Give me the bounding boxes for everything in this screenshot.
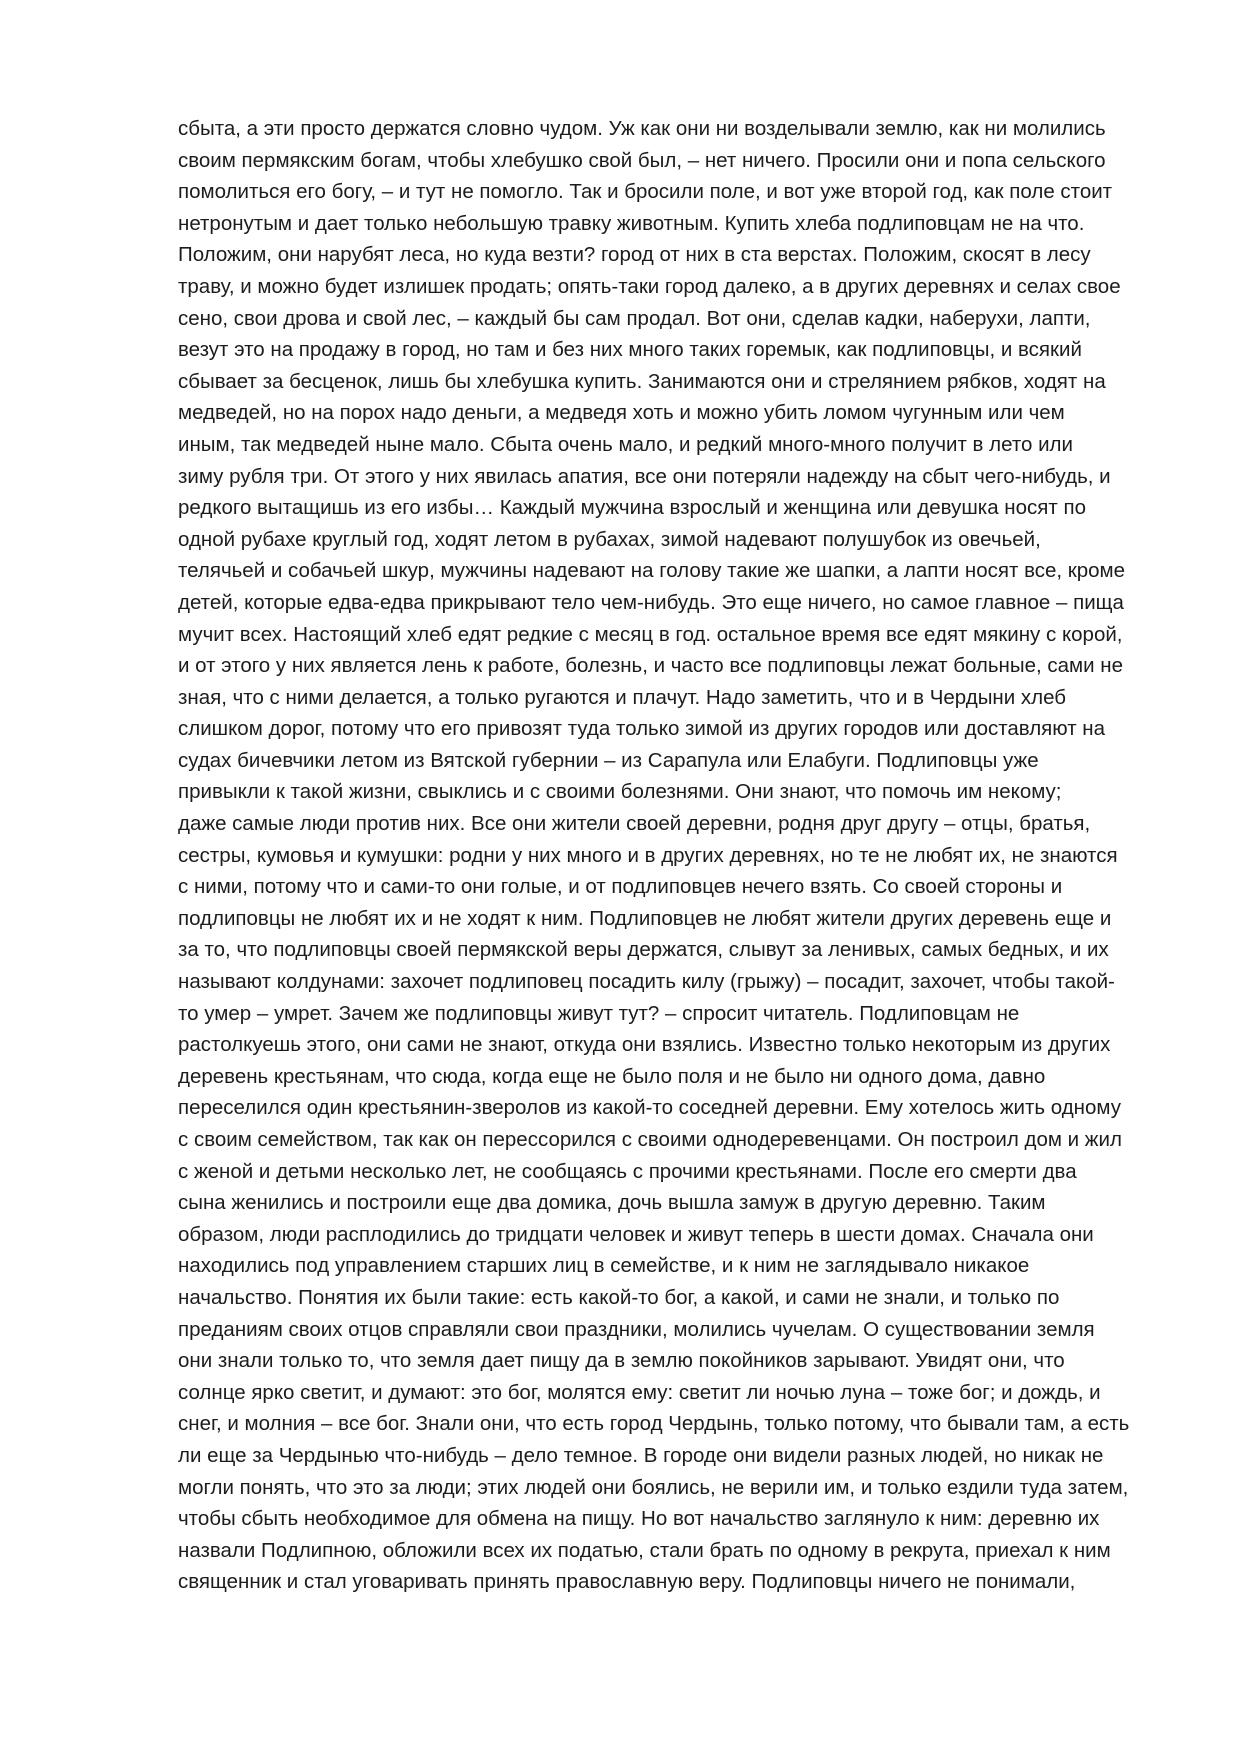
text-line: судах бичевчики летом из Вятской губернии – из Сарапула или Елабуги. Подлиповцы уже	[178, 748, 1039, 772]
text-line: траву, и можно будет излишек продать; опять-таки город далеко, а в других деревнях и селах свое	[178, 274, 1121, 298]
text-line: редкого вытащишь из его избы… Каждый мужчина взрослый и женщина или девушка носят по	[178, 496, 1086, 520]
text-line: назвали Подлипною, обложили всех их податью, стали брать по одному в рекрута, приехал к ним	[178, 1538, 1111, 1562]
text-line: привыкли к такой жизни, свыклись и с своими болезнями. Они знают, что помочь им некому;	[178, 780, 1062, 804]
text-line: сено, свои дрова и свой лес, – каждый бы сам продал. Вот они, сделав кадки, наберухи, лапти,	[178, 306, 1091, 330]
text-line: сбывает за бесценок, лишь бы хлебушка купить. Занимаются они и стрелянием рябков, ходят на	[178, 369, 1106, 393]
text-line: образом, люди расплодились до тридцати человек и живут теперь в шести домах. Сначала они	[178, 1222, 1094, 1246]
text-line: детей, которые едва-едва прикрывают тело чем-нибудь. Это еще ничего, но самое главное – пища	[178, 590, 1124, 614]
text-line: своим пермякским богам, чтобы хлебушко свой был, – нет ничего. Просили они и попа сельского	[178, 148, 1106, 172]
text-line: с ними, потому что и сами-то они голые, и от подлиповцев нечего взять. Со своей стороны и	[178, 875, 1063, 899]
text-line: везут это на продажу в город, но там и без них много таких горемык, как подлиповцы, и всякий	[178, 338, 1082, 362]
text-line: Положим, они нарубят леса, но куда везти? город от них в ста верстах. Положим, скосят в лесу	[178, 243, 1091, 267]
text-line: медведей, но на порох надо деньги, а медведя хоть и можно убить ломом чугунным или чем	[178, 401, 1065, 425]
text-line: нетронутым и дает только небольшую травку животным. Купить хлеба подлиповцам не на что.	[178, 211, 1085, 235]
text-line: чтобы сбыть необходимое для обмена на пищу. Но вот начальство заглянуло к ним: деревню их	[178, 1507, 1100, 1531]
text-line: преданиям своих отцов справляли свои праздники, молились чучелам. О существовании земля	[178, 1317, 1095, 1341]
text-line: священник и стал уговаривать принять православную веру. Подлиповцы ничего не понимали,	[178, 1570, 1076, 1594]
text-line: подлиповцы не любят их и не ходят к ним. Подлиповцев не любят жители других деревень еще и	[178, 906, 1112, 930]
text-line: и от этого у них является лень к работе, болезнь, и часто все подлиповцы лежат больные, сами не	[178, 654, 1124, 678]
text-line: сына женились и построили еще два домика, дочь вышла замуж в другую деревню. Таким	[178, 1191, 1046, 1215]
text-line: зиму рубля три. От этого у них явилась апатия, все они потеряли надежду на сбыт чего-нибудь, и	[178, 464, 1111, 488]
text-line: сбыта, а эти просто держатся словно чудом. Уж как они ни возделывали землю, как ни молились	[178, 117, 1106, 140]
text-line: даже самые люди против них. Все они жители своей деревни, родня друг другу – отцы, братья,	[178, 812, 1091, 836]
text-line: ли еще за Чердынью что-нибудь – дело темное. В городе они видели разных людей, но никак не	[178, 1443, 1104, 1467]
text-line: сестры, кумовья и кумушки: родни у них много и в других деревнях, но те не любят их, не знаются	[178, 843, 1118, 867]
text-line: с своим семейством, так как он перессорился с своими однодеревенцами. Он построил дом и жил	[178, 1128, 1122, 1151]
text-line: с женой и детьми несколько лет, не сообщаясь с прочими крестьянами. После его смерти два	[178, 1159, 1077, 1183]
text-line: называют колдунами: захочет подлиповец посадить килу (грыжу) – посадит, захочет, чтобы такой-	[178, 970, 1115, 994]
text-line: растолкуешь этого, они сами не знают, откуда они взялись. Известно только некоторым из других	[178, 1033, 1111, 1057]
text-line: могли понять, что это за люди; этих людей они боялись, не верили им, и только ездили туда затем,	[178, 1475, 1129, 1499]
text-line: за то, что подлиповцы своей пермякской веры держатся, слывут за ленивых, самых бедных, и их	[178, 938, 1109, 962]
text-line: телячьей и собачьей шкур, мужчины надевают на голову такие же шапки, а лапти носят все, кроме	[178, 559, 1126, 583]
text-line: деревень крестьянам, что сюда, когда еще не было поля и не было ни одного дома, давно	[178, 1064, 1046, 1088]
text-line: зная, что с ними делается, а только ругаются и плачут. Надо заметить, что и в Чердыни хлеб	[178, 685, 1067, 709]
text-line: находились под управлением старших лиц в семействе, и к ним не заглядывало никакое	[178, 1254, 1030, 1278]
text-line: начальство. Понятия их были такие: есть какой-то бог, а какой, и сами не знали, и только по	[178, 1285, 1060, 1309]
text-line: слишком дорог, потому что его привозят туда только зимой из других городов или доставляют на	[178, 717, 1106, 741]
text-line: солнце ярко светит, и думают: это бог, молятся ему: светит ли ночью луна – тоже бог; и дождь, и	[178, 1380, 1101, 1404]
text-line: переселился один крестьянин-зверолов из какой-то соседней деревни. Ему хотелось жить одному	[178, 1096, 1121, 1120]
body-text	[178, 113, 1158, 1598]
text-line: мучит всех. Настоящий хлеб едят редкие с месяц в год. остальное время все едят мякину с корой,	[178, 622, 1123, 646]
text-line: иным, так медведей ныне мало. Сбыта очень мало, и редкий много-много получит в лето или	[178, 432, 1073, 456]
text-line: одной рубахе круглый год, ходят летом в рубахах, зимой надевают полушубок из овечьей,	[178, 527, 1041, 551]
text-line: помолиться его богу, – и тут не помогло. Так и бросили поле, и вот уже второй год, как поле стоит	[178, 180, 1113, 204]
text-line: снег, и молния – все бог. Знали они, что есть город Чердынь, только потому, что бывали там, а есть	[178, 1412, 1130, 1436]
text-line: то умер – умрет. Зачем же подлиповцы живут тут? – спросит читатель. Подлиповцам не	[178, 1001, 1020, 1025]
text-line: они знали только то, что земля дает пищу да в землю покойников зарывают. Увидят они, что	[178, 1349, 1065, 1373]
